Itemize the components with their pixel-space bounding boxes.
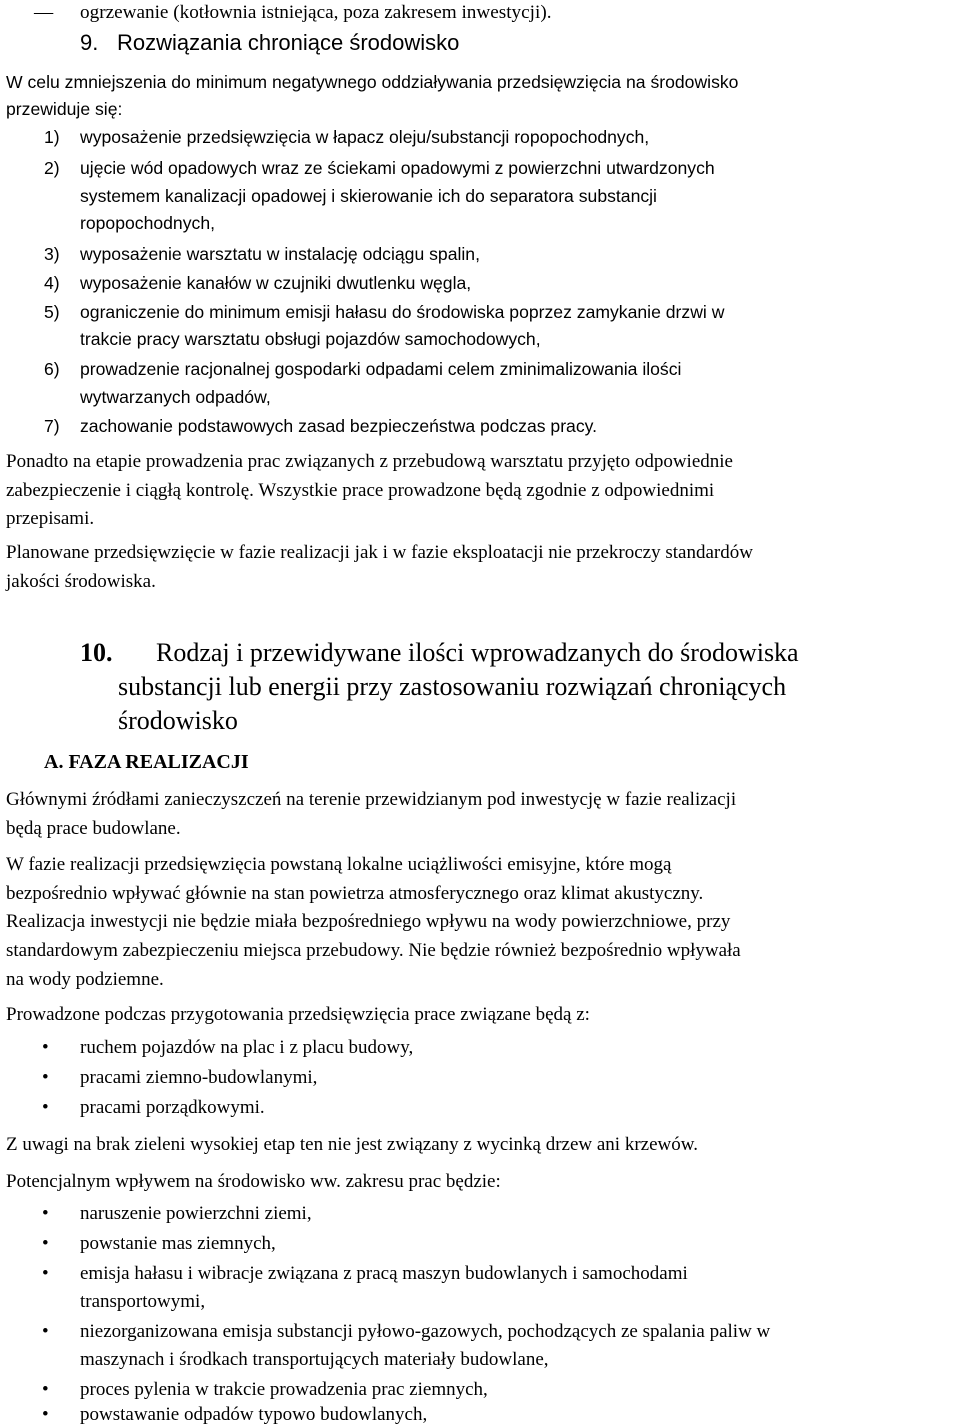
list-item-text: wytwarzanych odpadów, (80, 387, 271, 407)
top-item-text: ogrzewanie (kotłownia istniejąca, poza zakresem inwestycji). (80, 2, 552, 23)
paragraph-line: Realizacja inwestycji nie będzie miała bezpośredniego wpływu na wody powierzchniowe, przy (6, 911, 731, 932)
section-10-number: 10. (80, 638, 113, 667)
list-item-number: 6) (44, 359, 60, 379)
list-item-text: ujęcie wód opadowych wraz ze ściekami opadowymi z powierzchni utwardzonych (80, 158, 715, 178)
section-9-intro-line-1: W celu zmniejszenia do minimum negatywnego oddziaływania przedsięwzięcia na środowisko (6, 72, 739, 92)
bullet-marker: • (42, 1037, 49, 1058)
list-item-number: 2) (44, 158, 60, 178)
bullet-marker: • (42, 1203, 49, 1224)
list-item-number: 1) (44, 127, 60, 147)
paragraph-line: Głównymi źródłami zanieczyszczeń na terenie przewidzianym pod inwestycję w fazie realizacji (6, 789, 737, 810)
paragraph-line: na wody podziemne. (6, 969, 164, 990)
section-9-title: Rozwiązania chroniące środowisko (117, 30, 460, 55)
bullet-marker: • (42, 1097, 49, 1118)
paragraph-line: będą prace budowlane. (6, 818, 181, 839)
list-item-text: zachowanie podstawowych zasad bezpieczeństwa podczas pracy. (80, 416, 598, 436)
list-item-text: powstanie mas ziemnych, (80, 1233, 276, 1254)
paragraph-line: zabezpieczenie i ciągłą kontrolę. Wszystkie prace prowadzone będą zgodnie z odpowiednimi (6, 480, 715, 501)
list-item-text: niezorganizowana emisja substancji pyłowo-gazowych, pochodzących ze spalania paliw w (80, 1321, 771, 1342)
paragraph-line: Z uwagi na brak zieleni wysokiej etap ten nie jest związany z wycinką drzew ani krzewów. (6, 1134, 698, 1155)
list-item-number: 4) (44, 273, 60, 293)
list-item-number: 3) (44, 244, 60, 264)
section-10-title-line: substancji lub energii przy zastosowaniu rozwiązań chroniących (118, 672, 787, 701)
list-item-number: 5) (44, 302, 60, 322)
list-item-text: wyposażenie przedsięwzięcia w łapacz oleju/substancji ropopochodnych, (80, 127, 650, 147)
bullet-marker: • (42, 1067, 49, 1088)
list-item-text: emisja hałasu i wibracje związana z pracą maszyn budowlanych i samochodami (80, 1263, 688, 1284)
list-item-text: maszynach i środkach transportujących materiały budowlane, (80, 1349, 549, 1370)
paragraph-line: bezpośrednio wpływać głównie na stan powietrza atmosferycznego oraz klimat akustyczny. (6, 883, 704, 904)
section-10-title-line: Rodzaj i przewidywane ilości wprowadzanych do środowiska (156, 638, 799, 667)
bullet-marker: • (42, 1263, 49, 1284)
bullet-marker: • (42, 1404, 49, 1425)
paragraph-line: przepisami. (6, 508, 95, 529)
list-item-text: systemem kanalizacji opadowej i skierowanie ich do separatora substancji (80, 186, 657, 206)
bullet-marker: • (42, 1233, 49, 1254)
paragraph-line: jakości środowiska. (6, 571, 156, 592)
list-item-text: pracami ziemno-budowlanymi, (80, 1067, 318, 1088)
paragraph-line: standardowym zabezpieczeniu miejsca przebudowy. Nie będzie również bezpośrednio wpływała (6, 940, 741, 961)
list-item-text: ograniczenie do minimum emisji hałasu do środowiska poprzez zamykanie drzwi w (80, 302, 725, 322)
bullet-marker: • (42, 1379, 49, 1400)
subheading-faza-realizacji: A. FAZA REALIZACJI (44, 751, 249, 773)
list-item-text: powstawanie odpadów typowo budowlanych, (80, 1404, 428, 1425)
list-item-text: prowadzenie racjonalnej gospodarki odpadami celem zminimalizowania ilości (80, 359, 682, 379)
list-item-text: ropopochodnych, (80, 213, 215, 233)
bullet-marker: • (42, 1321, 49, 1342)
list-item-text: pracami porządkowymi. (80, 1097, 265, 1118)
list-item-text: wyposażenie warsztatu w instalację odciągu spalin, (80, 244, 480, 264)
section-9-intro-line-2: przewiduje się: (6, 99, 123, 119)
paragraph-line: W fazie realizacji przedsięwzięcia powstaną lokalne uciążliwości emisyjne, które mogą (6, 854, 672, 875)
list-item-number: 7) (44, 416, 60, 436)
paragraph-line: Planowane przedsięwzięcie w fazie realizacji jak i w fazie eksploatacji nie przekroczy standardów (6, 542, 753, 563)
list-item-text: naruszenie powierzchni ziemi, (80, 1203, 312, 1224)
list-item-text: transportowymi, (80, 1291, 206, 1312)
paragraph-line: Prowadzone podczas przygotowania przedsięwzięcia prace związane będą z: (6, 1004, 590, 1025)
section-9-number: 9. (80, 30, 99, 55)
paragraph-line: Potencjalnym wpływem na środowisko ww. zakresu prac będzie: (6, 1171, 501, 1192)
list-item-text: wyposażenie kanałów w czujniki dwutlenku węgla, (80, 273, 472, 293)
section-10-title-line: środowisko (118, 706, 238, 735)
dash-marker: — (34, 2, 54, 23)
list-item-text: ruchem pojazdów na plac i z placu budowy, (80, 1037, 414, 1058)
list-item-text: trakcie pracy warsztatu obsługi pojazdów samochodowych, (80, 329, 541, 349)
list-item-text: proces pylenia w trakcie prowadzenia prac ziemnych, (80, 1379, 488, 1400)
paragraph-line: Ponadto na etapie prowadzenia prac związanych z przebudową warsztatu przyjęto odpowiednie (6, 451, 733, 472)
